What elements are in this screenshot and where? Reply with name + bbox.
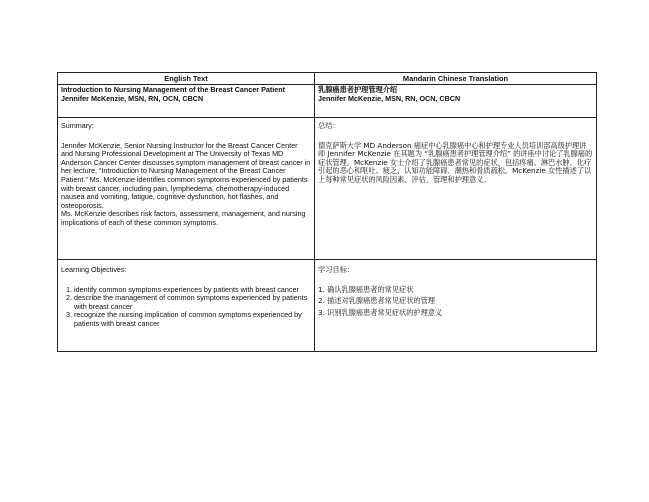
english-column-header: English Text <box>58 73 315 85</box>
mandarin-author: Jennifer McKenzie, MSN, RN, OCN, CBCN <box>318 93 461 103</box>
bilingual-table <box>57 72 597 352</box>
mandarin-summary-cell <box>315 118 597 260</box>
list-item: 3. recognize the nursing implication of common symptoms experienced by patients with breast cancer <box>74 311 311 328</box>
mandarin-lecture-title: 乳腺癌患者护理管理介绍 <box>318 85 398 94</box>
list-item: 1. 确认乳腺癌患者的常见症状 <box>318 284 414 294</box>
english-objectives-cell <box>58 260 315 352</box>
title-row <box>58 85 597 118</box>
english-objectives-label: Learning Objectives: <box>61 265 127 274</box>
list-item: 3. 识别乳腺癌患者常见症状的护理意义 <box>318 307 443 317</box>
table-header-row <box>58 73 597 85</box>
mandarin-objectives-label: 学习目标： <box>318 265 354 274</box>
mandarin-objectives-list <box>318 286 593 318</box>
summary-row <box>58 118 597 260</box>
english-author: Jennifer McKenzie, MSN, RN, OCN, CBCN <box>61 93 204 103</box>
english-summary-label: Summary: <box>61 121 94 130</box>
english-summary-text: Jennifer McKenzie, Senior Nursing Instructor for the Breast Cancer Center and Nursing Professional Development at The University of Texas MD Anderson Cancer Center discusses symptom management of breast cancer in her lecture, “Introduction to Nursing Management of the Breast Cancer Patient.” Ms. McKenzie identifies common symptoms experienced by patients with breast cancer, including pain, lymphedema, chemotherapy-induced nausea and vomiting, fatigue, cognitive dysfunction, hot flashes, and osteoporosis. <box>61 140 311 210</box>
english-summary-cell <box>58 118 315 260</box>
english-title-cell <box>58 85 315 118</box>
list-item: 2. 描述对乳腺癌患者常见症状的管理 <box>318 296 435 306</box>
english-lecture-title: Introduction to Nursing Management of the Breast Cancer Patient <box>61 85 286 94</box>
mandarin-title-cell <box>315 85 597 118</box>
objectives-row <box>58 260 597 352</box>
english-objectives-list <box>61 286 311 329</box>
list-item: 1. identify common symptoms experiences by patients with breast cancer <box>74 286 311 295</box>
mandarin-column-header: Mandarin Chinese Translation <box>315 73 597 85</box>
mandarin-objectives-cell <box>315 260 597 352</box>
english-summary-text-2: Ms. McKenzie describes risk factors, assessment, management, and nursing implications of each of these common symptoms. <box>61 209 306 227</box>
list-item: 2. describe the management of common symptoms experienced by patients with breast cancer <box>74 294 311 311</box>
mandarin-summary-text: 德克萨斯大学 MD Anderson 癌症中心乳腺癌中心和护理专业人员培训部高级护理讲师 Jennifer McKenzie 在其题为 “乳腺癌患者护理管理介绍” 的讲座中讨论了乳腺癌的症状管理。McKenzie 女士介绍了乳腺癌患者常见的症状，包括疼痛、淋巴水肿、化疗引起的恶心和呕吐、疲乏、认知功能障碍、潮热和骨质疏松。McKenzie 女性描述了以上每种常见症状的风险因素、评估、管理和护理意义。 <box>318 140 593 184</box>
mandarin-summary-label: 总结： <box>318 121 340 130</box>
